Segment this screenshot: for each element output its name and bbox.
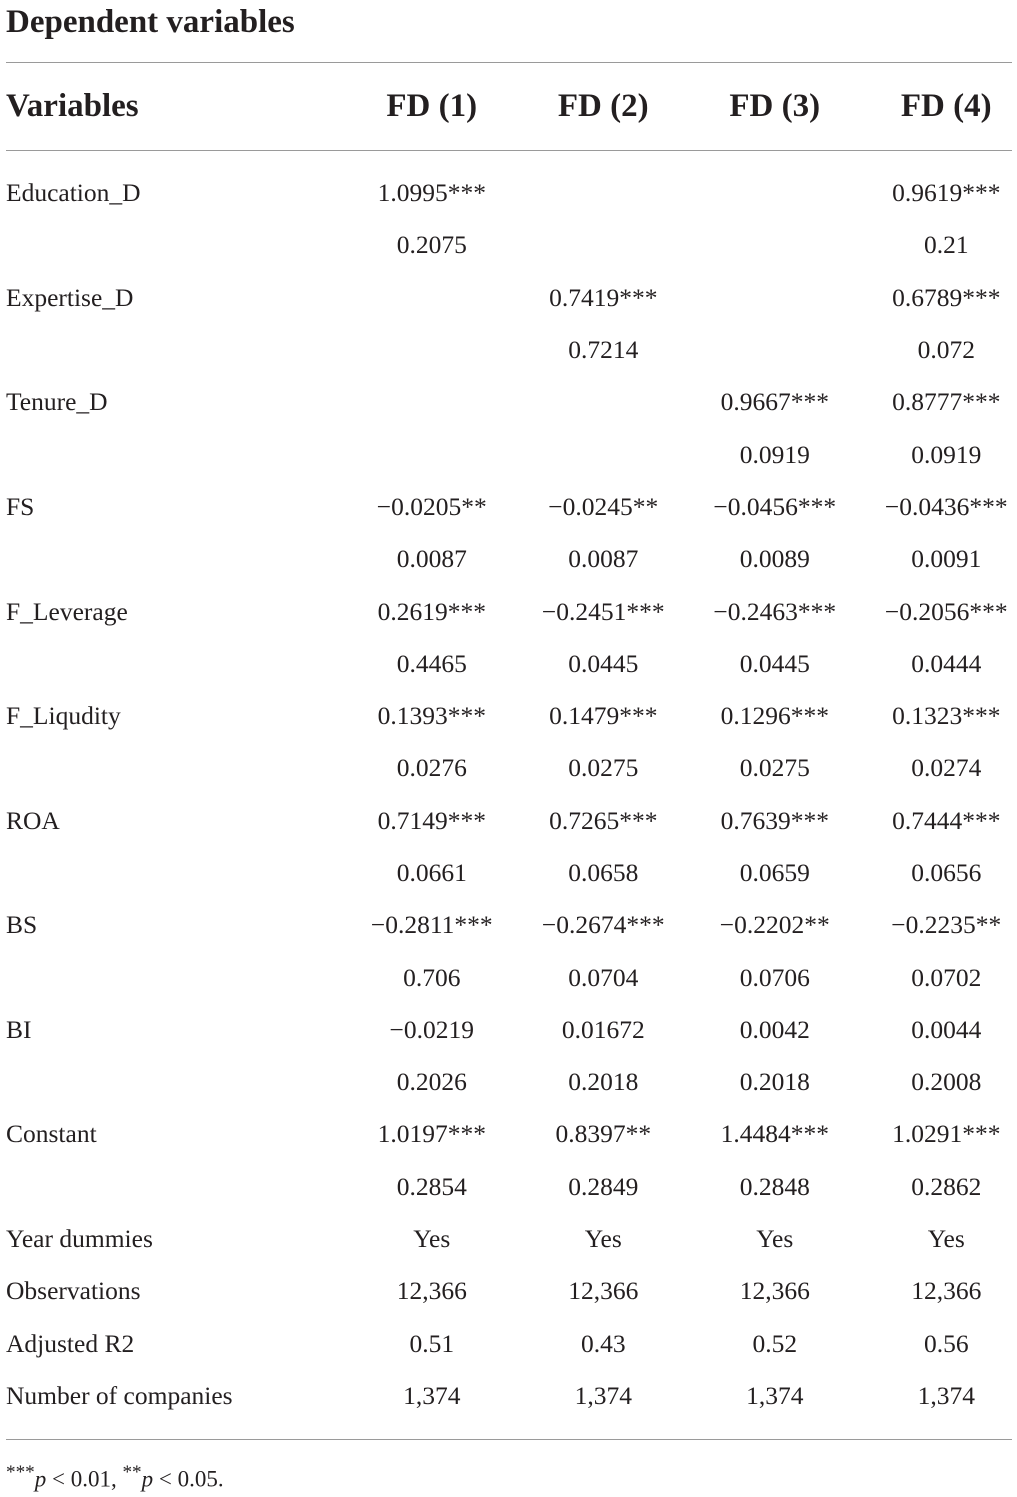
row-label	[6, 1161, 346, 1213]
cell-fd3: −0.2202**	[689, 899, 861, 951]
cell-fd4: 0.8777***	[861, 376, 1017, 428]
cell-fd1	[346, 324, 518, 376]
cell-fd2: 0.0275	[518, 742, 690, 794]
row-label	[6, 951, 346, 1003]
table-row	[6, 376, 1017, 428]
table-body	[6, 150, 1017, 1422]
spacer-cell	[6, 150, 1017, 167]
table-row	[6, 1108, 1017, 1160]
cell-fd2: 0.0087	[518, 533, 690, 585]
cell-fd1	[346, 272, 518, 324]
cell-fd4: 0.9619***	[861, 167, 1017, 219]
table-row	[6, 1213, 1017, 1265]
table-row	[6, 742, 1017, 794]
cell-fd2: 0.2849	[518, 1161, 690, 1213]
cell-fd3	[689, 272, 861, 324]
cell-fd1: 1,374	[346, 1370, 518, 1422]
cell-fd1: 0.2854	[346, 1161, 518, 1213]
cell-fd1: 0.1393***	[346, 690, 518, 742]
footnote-cond-1: < 0.01,	[46, 1467, 122, 1492]
cell-fd4: 0.6789***	[861, 272, 1017, 324]
cell-fd2: 1,374	[518, 1370, 690, 1422]
table-row	[6, 324, 1017, 376]
table-row	[6, 428, 1017, 480]
cell-fd3: 0.52	[689, 1318, 861, 1370]
bottom-rule	[6, 1439, 1012, 1440]
cell-fd3: 0.0445	[689, 638, 861, 690]
header-rule	[6, 150, 1012, 151]
footnote	[6, 1456, 224, 1497]
cell-fd2: 0.01672	[518, 1004, 690, 1056]
table-row	[6, 481, 1017, 533]
cell-fd1: 0.0087	[346, 533, 518, 585]
cell-fd3: 0.0659	[689, 847, 861, 899]
cell-fd2: −0.2674***	[518, 899, 690, 951]
cell-fd2	[518, 428, 690, 480]
cell-fd4: Yes	[861, 1213, 1017, 1265]
row-label: ROA	[6, 795, 346, 847]
cell-fd1: 0.51	[346, 1318, 518, 1370]
cell-fd4: 0.0044	[861, 1004, 1017, 1056]
cell-fd3: −0.2463***	[689, 585, 861, 637]
cell-fd3: 0.0042	[689, 1004, 861, 1056]
cell-fd1: 0.4465	[346, 638, 518, 690]
row-label: F_Leverage	[6, 585, 346, 637]
table-row	[6, 1370, 1017, 1422]
header-fd3: FD (3)	[689, 62, 861, 150]
cell-fd4: 0.0274	[861, 742, 1017, 794]
table-row	[6, 1056, 1017, 1108]
cell-fd1: 12,366	[346, 1265, 518, 1317]
cell-fd2: 12,366	[518, 1265, 690, 1317]
cell-fd2: Yes	[518, 1213, 690, 1265]
cell-fd3: 0.1296***	[689, 690, 861, 742]
cell-fd2: 0.7214	[518, 324, 690, 376]
cell-fd2: 0.2018	[518, 1056, 690, 1108]
cell-fd1: 0.2075	[346, 219, 518, 271]
cell-fd4: −0.2235**	[861, 899, 1017, 951]
cell-fd2: 0.0445	[518, 638, 690, 690]
cell-fd3: 0.0919	[689, 428, 861, 480]
row-label: Adjusted R2	[6, 1318, 346, 1370]
row-label	[6, 638, 346, 690]
cell-fd3: −0.0456***	[689, 481, 861, 533]
table-row	[6, 585, 1017, 637]
row-label	[6, 742, 346, 794]
cell-fd4: 0.1323***	[861, 690, 1017, 742]
cell-fd2: 0.0704	[518, 951, 690, 1003]
cell-fd4: 0.0702	[861, 951, 1017, 1003]
table-row	[6, 899, 1017, 951]
cell-fd3: 12,366	[689, 1265, 861, 1317]
table-row	[6, 638, 1017, 690]
row-label: Number of companies	[6, 1370, 346, 1422]
row-label: Expertise_D	[6, 272, 346, 324]
row-label: Constant	[6, 1108, 346, 1160]
table-row	[6, 1004, 1017, 1056]
cell-fd1: 0.2026	[346, 1056, 518, 1108]
cell-fd1: 1.0197***	[346, 1108, 518, 1160]
cell-fd2	[518, 167, 690, 219]
table-row	[6, 219, 1017, 271]
cell-fd1: 0.706	[346, 951, 518, 1003]
cell-fd2: 0.1479***	[518, 690, 690, 742]
cell-fd1: 1.0995***	[346, 167, 518, 219]
cell-fd4: 1,374	[861, 1370, 1017, 1422]
cell-fd3: 0.2848	[689, 1161, 861, 1213]
table-row	[6, 533, 1017, 585]
row-label	[6, 219, 346, 271]
table-row	[6, 690, 1017, 742]
regression-table	[6, 62, 1017, 1422]
cell-fd1: 0.7149***	[346, 795, 518, 847]
footnote-cond-2: < 0.05.	[153, 1467, 223, 1492]
cell-fd4: 1.0291***	[861, 1108, 1017, 1160]
cell-fd3: 0.2018	[689, 1056, 861, 1108]
cell-fd3	[689, 219, 861, 271]
cell-fd4: 0.0656	[861, 847, 1017, 899]
cell-fd1	[346, 428, 518, 480]
row-label: BS	[6, 899, 346, 951]
cell-fd1: 0.2619***	[346, 585, 518, 637]
cell-fd3: 0.0275	[689, 742, 861, 794]
header-fd1: FD (1)	[346, 62, 518, 150]
cell-fd3: 1.4484***	[689, 1108, 861, 1160]
row-label: FS	[6, 481, 346, 533]
cell-fd2	[518, 376, 690, 428]
cell-fd3	[689, 324, 861, 376]
header-fd2: FD (2)	[518, 62, 690, 150]
spacer-row	[6, 150, 1017, 167]
row-label	[6, 324, 346, 376]
header-row	[6, 62, 1017, 150]
cell-fd3: 0.0089	[689, 533, 861, 585]
cell-fd3	[689, 167, 861, 219]
table-row	[6, 272, 1017, 324]
cell-fd2: 0.7265***	[518, 795, 690, 847]
cell-fd1: Yes	[346, 1213, 518, 1265]
table-row	[6, 951, 1017, 1003]
header-variables: Variables	[6, 62, 346, 150]
table-row	[6, 1161, 1017, 1213]
table-row	[6, 847, 1017, 899]
cell-fd2: 0.0658	[518, 847, 690, 899]
cell-fd2: 0.43	[518, 1318, 690, 1370]
cell-fd4: −0.2056***	[861, 585, 1017, 637]
cell-fd1	[346, 376, 518, 428]
cell-fd3: Yes	[689, 1213, 861, 1265]
cell-fd4: 0.0919	[861, 428, 1017, 480]
cell-fd4: 0.0444	[861, 638, 1017, 690]
cell-fd3: 0.7639***	[689, 795, 861, 847]
cell-fd1: −0.0219	[346, 1004, 518, 1056]
cell-fd4: 0.072	[861, 324, 1017, 376]
footnote-p-1: p	[35, 1467, 47, 1492]
footnote-p-2: p	[142, 1467, 154, 1492]
cell-fd4: 0.7444***	[861, 795, 1017, 847]
cell-fd2: 0.7419***	[518, 272, 690, 324]
cell-fd4: 0.2008	[861, 1056, 1017, 1108]
cell-fd2	[518, 219, 690, 271]
row-label	[6, 847, 346, 899]
row-label	[6, 533, 346, 585]
cell-fd4: 0.21	[861, 219, 1017, 271]
cell-fd4: 0.2862	[861, 1161, 1017, 1213]
row-label: F_Liqudity	[6, 690, 346, 742]
cell-fd1: 0.0276	[346, 742, 518, 794]
row-label: Education_D	[6, 167, 346, 219]
cell-fd1: 0.0661	[346, 847, 518, 899]
table-row	[6, 167, 1017, 219]
table-title: Dependent variables	[6, 0, 295, 44]
cell-fd2: 0.8397**	[518, 1108, 690, 1160]
cell-fd4: 0.0091	[861, 533, 1017, 585]
row-label: Tenure_D	[6, 376, 346, 428]
row-label	[6, 1056, 346, 1108]
cell-fd2: −0.0245**	[518, 481, 690, 533]
cell-fd2: −0.2451***	[518, 585, 690, 637]
row-label	[6, 428, 346, 480]
cell-fd1: −0.2811***	[346, 899, 518, 951]
header-fd4: FD (4)	[861, 62, 1017, 150]
table-row	[6, 1318, 1017, 1370]
cell-fd4: 12,366	[861, 1265, 1017, 1317]
cell-fd3: 0.9667***	[689, 376, 861, 428]
row-label: Year dummies	[6, 1213, 346, 1265]
row-label: Observations	[6, 1265, 346, 1317]
cell-fd4: −0.0436***	[861, 481, 1017, 533]
footnote-stars-2: **	[122, 1462, 141, 1483]
cell-fd3: 0.0706	[689, 951, 861, 1003]
cell-fd4: 0.56	[861, 1318, 1017, 1370]
row-label: BI	[6, 1004, 346, 1056]
cell-fd3: 1,374	[689, 1370, 861, 1422]
cell-fd1: −0.0205**	[346, 481, 518, 533]
table-row	[6, 1265, 1017, 1317]
table-row	[6, 795, 1017, 847]
footnote-stars-1: ***	[6, 1462, 35, 1483]
